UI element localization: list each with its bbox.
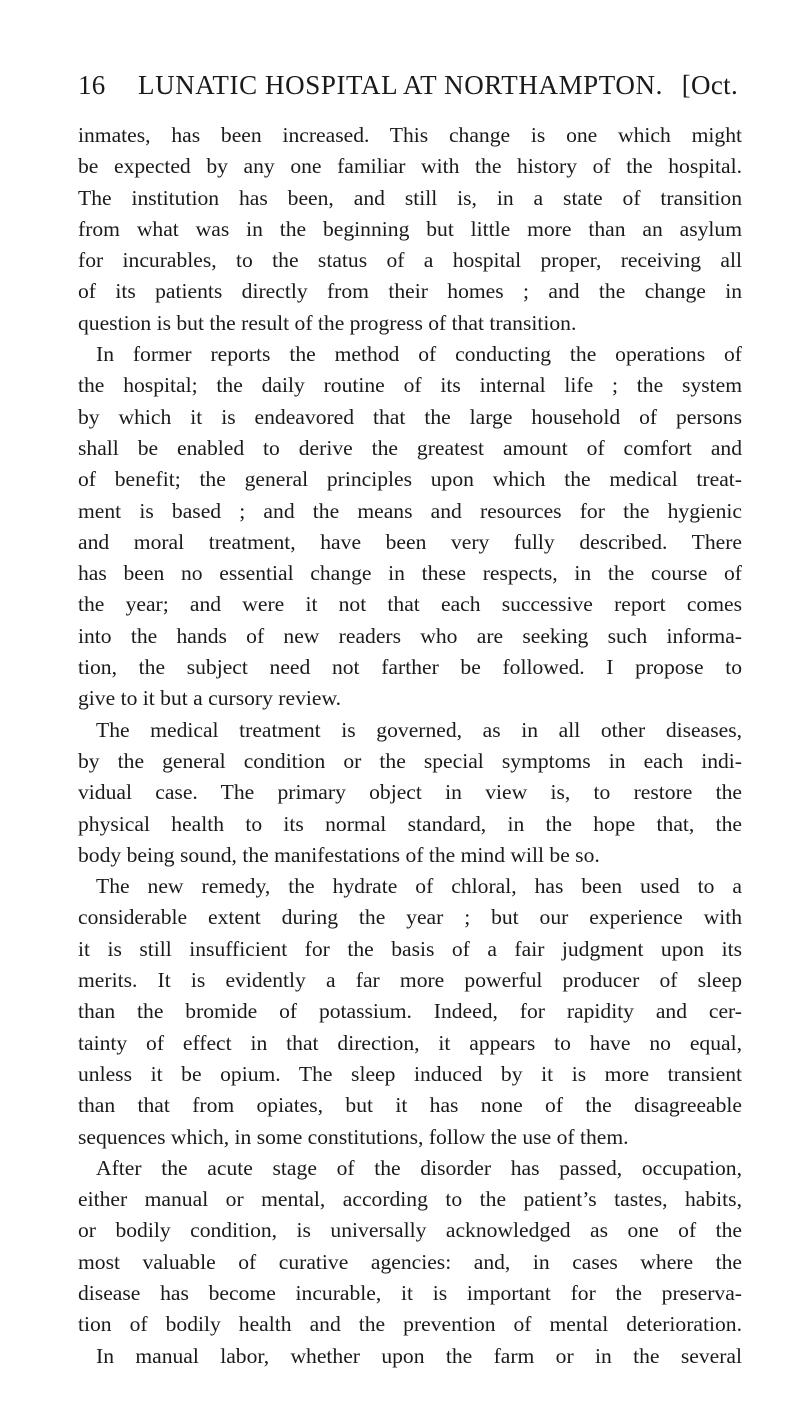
running-head — [78, 70, 738, 110]
text-line: or bodily condition, is universally acknowledged as one of the — [78, 1218, 742, 1243]
text-line: either manual or mental, according to the patient’s tastes, habits, — [78, 1187, 742, 1212]
text-line: vidual case. The primary object in view is, to restore the — [78, 780, 742, 805]
text-line: ment is based ; and the means and resources for the hygienic — [78, 498, 742, 523]
paragraph-start-line: The medical treatment is governed, as in all other diseases, — [96, 717, 742, 742]
text-line: most valuable of curative agencies: and, in cases where the — [78, 1249, 742, 1274]
paragraph-start-line: In former reports the method of conducting the operations of — [96, 342, 742, 367]
text-line: be expected by any one familiar with the history of the hospital. — [78, 154, 742, 179]
text-line: by which it is endeavored that the large household of persons — [78, 404, 742, 429]
text-line: than that from opiates, but it has none of the disagreeable — [78, 1093, 742, 1118]
text-line: body being sound, the manifestations of the mind will be so. — [78, 842, 600, 867]
text-line: The institution has been, and still is, in a state of transition — [78, 185, 742, 210]
text-line: shall be enabled to derive the greatest amount of comfort and — [78, 435, 742, 460]
text-line: and moral treatment, have been very fully described. There — [78, 529, 742, 554]
running-month: [Oct. — [681, 70, 738, 100]
text-line: In manual labor, whether upon the farm or in the several — [96, 1343, 742, 1368]
page-number: 16 — [78, 70, 106, 100]
text-line: of benefit; the general principles upon which the medical treat- — [78, 467, 742, 492]
text-line: it is still insufficient for the basis of a fair judgment upon its — [78, 936, 742, 961]
text-line: inmates, has been increased. This change is one which might — [78, 123, 742, 147]
body-text — [78, 120, 742, 1372]
text-line: the hospital; the daily routine of its internal life ; the system — [78, 373, 742, 398]
text-line: disease has become incurable, it is important for the preserva- — [78, 1280, 742, 1305]
text-line: sequences which, in some constitutions, follow the use of them. — [78, 1124, 629, 1149]
text-line: the year; and were it not that each successive report comes — [78, 592, 742, 617]
text-line: from what was in the beginning but little more than an asylum — [78, 216, 742, 241]
text-line: physical health to its normal standard, in the hope that, the — [78, 811, 742, 836]
running-title: LUNATIC HOSPITAL AT NORTHAMPTON. — [138, 70, 663, 100]
paragraph-start-line: The new remedy, the hydrate of chloral, has been used to a — [96, 874, 742, 899]
text-line: unless it be opium. The sleep induced by it is more transient — [78, 1061, 742, 1086]
text-line: by the general condition or the special symptoms in each indi- — [78, 748, 742, 773]
text-line: merits. It is evidently a far more powerful producer of sleep — [78, 968, 742, 993]
text-line: question is but the result of the progress of that transition. — [78, 310, 577, 335]
text-line: tion of bodily health and the prevention of mental deterioration. — [78, 1312, 742, 1337]
text-line: has been no essential change in these respects, in the course of — [78, 561, 742, 586]
text-line: into the hands of new readers who are seeking such informa- — [78, 623, 742, 648]
text-line: tion, the subject need not farther be followed. I propose to — [78, 655, 742, 680]
text-line: than the bromide of potassium. Indeed, for rapidity and cer- — [78, 999, 742, 1024]
text-line: tainty of effect in that direction, it appears to have no equal, — [78, 1030, 742, 1055]
text-line: considerable extent during the year ; but our experience with — [78, 905, 742, 930]
text-line: for incurables, to the status of a hospital proper, receiving all — [78, 248, 742, 273]
paragraph-start-line: After the acute stage of the disorder has passed, occupation, — [96, 1155, 742, 1180]
text-line: give to it but a cursory review. — [78, 686, 342, 711]
text-line: of its patients directly from their homes ; and the change in — [78, 279, 742, 304]
